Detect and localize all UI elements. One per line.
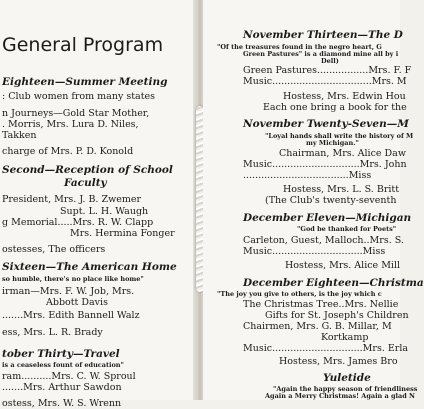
right-page [203,0,424,400]
program-line: Hostess, Mrs. Alice Mill [285,260,401,271]
program-line: Music..............................Mrs. Erla [243,343,409,354]
program-line: ostess, Mrs. W. S. Wrenn [2,398,122,409]
section-heading: November Twenty-Seven—M [243,118,409,130]
program-line: g Memorial.....Mrs. R. W. Clapp [2,217,154,228]
quote-line: Green Pastures" is a diamond mine all by i [243,50,399,58]
section-heading: Yuletide [323,372,371,384]
quote-line: my Michigan." [306,139,359,147]
program-line: : Club women from many states [2,91,156,102]
quote-line: "Again the happy season of friendliness [273,385,418,393]
program-line: Hostess, Mrs. L. S. Britt [283,184,400,195]
program-line: President, Mrs. J. B. Zwemer [2,194,141,205]
section-heading: December Eleven—Michigan [243,212,412,224]
program-line: ess, Mrs. L. R. Brady [2,327,103,338]
program-line: .......Mrs. Arthur Sawdon [2,382,122,393]
program-line: Gifts for St. Joseph's Children [265,310,409,321]
left-page [0,0,197,409]
program-line: The Christmas Tree..Mrs. Nellie [243,299,399,310]
program-line: Hostess, Mrs. James Bro [279,356,398,367]
program-line: Hostess, Mrs. Edwin Hou [283,91,406,102]
quote-line: "Of the treasures found in the negro heart, G [217,43,382,51]
program-line: Chairmen, Mrs. G. B. Millar, M [243,321,392,332]
program-line: . Morris, Mrs. Lura D. Niles, [2,119,139,130]
section-heading: Sixteen—The American Home [2,261,177,273]
program-line: Each one bring a book for the [263,102,407,113]
program-line: irman—Mrs. F. W. Job, Mrs. [2,286,135,297]
quote-line: "God be thanked for Poets" [297,225,397,233]
program-line: n Journeys—Gold Star Mother, [2,108,150,119]
program-line: Green Pastures.................Mrs. F. F [243,65,412,76]
program-line: Music.................................Mrs. M [243,76,407,87]
quote-line: Dell) [321,57,339,65]
quote-line: so humble, there's no place like home" [2,275,144,283]
program-title: General Program [2,34,164,56]
quote-line: Again a Merry Christmas! Again a glad N [265,392,415,400]
section-heading: Second—Reception of School [2,164,173,176]
program-line: Kortkamp [321,332,369,343]
section-heading: Faculty [64,177,107,189]
program-line: (The Club's twenty-seventh [265,195,397,206]
program-line: ...................................Miss [243,170,372,181]
program-line: Music..............................Miss [243,246,386,257]
program-line: Chairman, Mrs. Alice Daw [279,148,406,159]
program-line: ram..........Mrs. C. W. Sproul [2,371,136,382]
section-heading: November Thirteen—The D [243,29,403,41]
program-line: Carleton, Guest, Malloch..Mrs. S. [243,235,404,246]
program-line: .......Mrs. Edith Bannell Walz [2,310,140,321]
program-line: Mrs. Hermina Fonger [70,228,175,239]
section-heading: December Eighteen—Christma [243,277,424,289]
program-line: ostesses, The officers [2,244,106,255]
quote-line: "The joy you give to others, is the joy which c [217,290,382,298]
program-line: Music.............................Mrs. John [243,159,407,170]
quote-line: "Loyal hands shall write the history of M [265,132,414,140]
program-line: Takken [2,130,37,141]
program-line: Supt. L. H. Waugh [60,206,149,217]
section-heading: Eighteen—Summer Meeting [2,76,168,88]
section-heading: tober Thirty—Travel [2,348,120,360]
program-line: charge of Mrs. P. D. Konold [2,146,134,157]
quote-line: is a ceaseless fount of education" [2,361,124,369]
program-line: Abbott Davis [46,297,108,308]
